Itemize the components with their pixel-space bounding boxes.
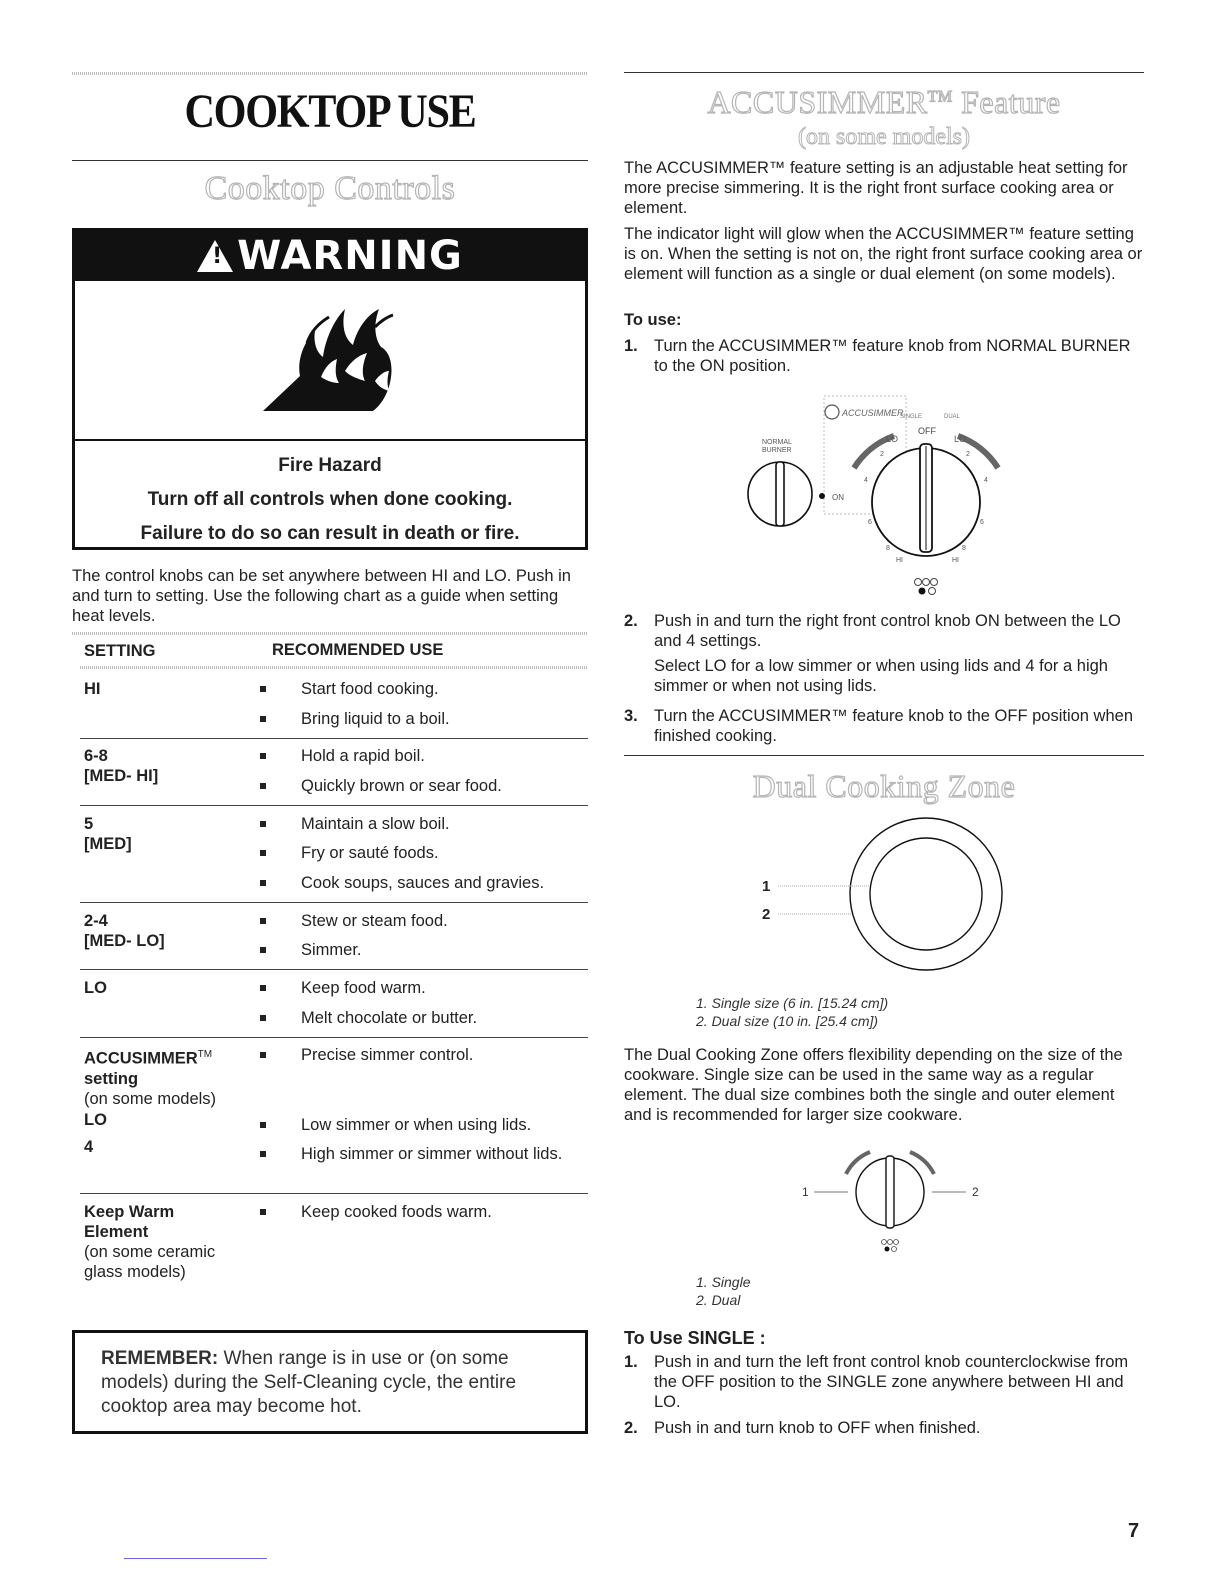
step-number: 2. xyxy=(624,612,638,630)
setting-label-sub: [MED- HI] xyxy=(84,767,159,785)
normal-label: NORMAL xyxy=(762,439,792,446)
step-text: Turn the ACCUSIMMER™ feature knob from NORMAL BURNER to the ON position. xyxy=(654,337,1131,375)
use-item: Cook soups, sauces and gravies. xyxy=(260,873,580,893)
step-text: Turn the ACCUSIMMER™ feature knob to the OFF position when finished cooking. xyxy=(654,707,1134,745)
lo-label-left: LO xyxy=(886,434,899,444)
page-number: 7 xyxy=(1128,1520,1140,1542)
burner-label: BURNER xyxy=(762,447,792,454)
tick-2-right: 2 xyxy=(966,451,970,458)
setting-label: ACCUSIMMER xyxy=(84,1049,198,1068)
use-item: Fry or sauté foods. xyxy=(260,843,580,863)
dual-caption-1: 1. Single size (6 in. [15.24 cm]) xyxy=(696,995,889,1011)
step-2 xyxy=(624,611,1144,651)
tick-8-right: 8 xyxy=(962,545,966,552)
to-use-heading: To use: xyxy=(624,311,682,329)
setting-label: 6-8 xyxy=(84,747,108,765)
step-3 xyxy=(624,706,1144,746)
accusimmer-subheading: (on some models) xyxy=(798,124,970,150)
col-header-use: RECOMMENDED USE xyxy=(272,641,444,659)
step-number: 1. xyxy=(624,1353,638,1371)
use-item: Maintain a slow boil. xyxy=(260,814,580,834)
use-item: Keep food warm. xyxy=(260,978,580,998)
trademark-mark: TM xyxy=(927,88,953,106)
step-number: 3. xyxy=(624,707,638,725)
use-item: Stew or steam food. xyxy=(260,911,580,931)
use-item: Keep cooked foods warm. xyxy=(260,1202,580,1222)
use-item: Precise simmer control. xyxy=(260,1045,580,1065)
step-text: Push in and turn knob to OFF when finished. xyxy=(654,1419,981,1437)
dual-cooking-zone-heading: Dual Cooking Zone xyxy=(752,768,1016,804)
title-rule xyxy=(72,160,588,161)
hi-label-right: HI xyxy=(952,557,959,564)
accusimmer-label: ACCUSIMMER xyxy=(842,408,904,418)
use-item: Start food cooking. xyxy=(260,679,580,699)
row-rule xyxy=(80,1037,588,1038)
tick-4-left: 4 xyxy=(864,477,868,484)
remember-text: When range is in use or (on some models) during the Self-Cleaning cycle, the entire cooktop area may become hot. xyxy=(101,1348,517,1417)
col-header-setting: SETTING xyxy=(84,642,156,660)
tick-6-right: 6 xyxy=(980,519,984,526)
single-label: SINGLE xyxy=(900,414,923,420)
knob2-caption-1: 1. Single xyxy=(696,1274,751,1290)
row-rule xyxy=(80,738,588,739)
setting-label: Keep Warm xyxy=(84,1203,175,1221)
single-step-1 xyxy=(624,1352,1144,1412)
table-top-rule xyxy=(72,632,588,635)
step-2-note xyxy=(624,656,1144,696)
setting-label-sub: setting xyxy=(84,1069,139,1088)
warning-triangle-icon: ! xyxy=(197,240,233,272)
use-item: High simmer or simmer without lids. xyxy=(260,1144,580,1164)
knob2-label-2: 2 xyxy=(972,1185,979,1199)
dual-caption-2: 2. Dual size (10 in. [25.4 cm]) xyxy=(696,1013,879,1029)
warning-line-1: Fire Hazard xyxy=(278,455,382,476)
use-item: Low simmer or when using lids. xyxy=(260,1115,580,1135)
setting-label: 2-4 xyxy=(84,912,108,930)
knob2-label-1: 1 xyxy=(802,1185,809,1199)
tick-8-left: 8 xyxy=(886,545,890,552)
trademark-mark: TM xyxy=(197,1049,213,1060)
to-use-single-heading: To Use SINGLE : xyxy=(624,1328,766,1348)
warning-header xyxy=(75,231,585,281)
setting-lo: LO xyxy=(84,979,107,997)
row-rule xyxy=(80,805,588,806)
top-rule xyxy=(72,72,588,75)
use-item: Hold a rapid boil. xyxy=(260,746,580,766)
step-number: 2. xyxy=(624,1419,638,1437)
hi-label-left: HI xyxy=(896,557,903,564)
setting-5 xyxy=(84,814,132,854)
table-header-rule xyxy=(80,666,588,669)
setting-label-sub: [MED] xyxy=(84,835,132,853)
dual-label-2: 2 xyxy=(762,906,771,923)
dual-label-1: 1 xyxy=(762,878,771,895)
setting-note: (on some ceramic xyxy=(84,1243,216,1261)
accusimmer-heading-text: ACCUSIMMER xyxy=(707,84,928,120)
setting-accusimmer-lo: LO xyxy=(84,1111,107,1129)
controls-intro: The control knobs can be set anywhere between HI and LO. Push in and turn to setting. Use the following chart as a guide when setting heat levels. xyxy=(72,567,571,625)
dual-section-rule xyxy=(624,755,1144,756)
setting-note: glass models) xyxy=(84,1263,186,1281)
step-text: Push in and turn the left front control knob counterclockwise from the OFF position to the SINGLE zone anywhere between HI and LO. xyxy=(654,1353,1129,1411)
footer-line xyxy=(124,1558,267,1559)
knob2-caption-2: 2. Dual xyxy=(696,1292,741,1308)
accusimmer-heading-feature: Feature xyxy=(952,84,1061,120)
use-item: Quickly brown or sear food. xyxy=(260,776,580,796)
remember-label: REMEMBER: xyxy=(101,1348,219,1369)
accusimmer-heading xyxy=(624,84,1144,121)
single-step-2 xyxy=(624,1418,1144,1438)
cooktop-controls-heading: Cooktop Controls xyxy=(204,170,456,207)
accusimmer-knob-diagram xyxy=(724,384,1034,598)
setting-label: 5 xyxy=(84,815,94,833)
warning-box xyxy=(72,228,588,550)
step-1 xyxy=(624,336,1144,376)
setting-label-sub: Element xyxy=(84,1223,149,1241)
step-text: Select LO for a low simmer or when using lids and 4 for a high simmer or when not using lids. xyxy=(654,657,1108,695)
use-item: Melt chocolate or butter. xyxy=(260,1008,580,1028)
fire-icon xyxy=(75,281,585,439)
setting-keep-warm xyxy=(84,1202,215,1282)
setting-accusimmer xyxy=(84,1045,216,1109)
accusimmer-paragraph-2: The indicator light will glow when the ACCUSIMMER™ feature setting is on. When the setting is not on, the right front surface cooking area or element will function as a single or dual element (on some models). xyxy=(624,225,1143,283)
warning-line-3: Failure to do so can result in death or fire. xyxy=(140,523,520,544)
off-label: OFF xyxy=(918,426,936,436)
remember-box xyxy=(72,1330,588,1434)
top-rule xyxy=(624,72,1144,73)
use-item: Bring liquid to a boil. xyxy=(260,709,580,729)
setting-accusimmer-4: 4 xyxy=(84,1138,94,1156)
dual-paragraph: The Dual Cooking Zone offers flexibility depending on the size of the cookware. Single size can be used in the same way as a regular element. The dual size combines both the single and outer element and is recommended for larger size cookware. xyxy=(624,1046,1123,1124)
setting-2-4 xyxy=(84,911,165,951)
step-text: Push in and turn the right front control knob ON between the LO and 4 settings. xyxy=(654,612,1121,650)
on-label: ON xyxy=(832,493,844,502)
step-number: 1. xyxy=(624,337,638,355)
use-item: Simmer. xyxy=(260,940,580,960)
page-title: COOKTOP USE xyxy=(184,85,476,138)
warning-header-text: WARNING xyxy=(237,233,463,279)
tick-2-left: 2 xyxy=(880,451,884,458)
lo-label-right: LO xyxy=(954,434,967,444)
accusimmer-paragraph-1: The ACCUSIMMER™ feature setting is an adjustable heat setting for more precise simmering. It is the right front surface cooking area or element. xyxy=(624,159,1128,217)
tick-4-right: 4 xyxy=(984,477,988,484)
tick-6-left: 6 xyxy=(868,519,872,526)
fire-hazard-picture xyxy=(75,281,585,441)
row-rule xyxy=(80,1193,588,1194)
dual-knob-diagram xyxy=(774,1134,994,1258)
dual-label: DUAL xyxy=(944,414,961,420)
setting-hi: HI xyxy=(84,680,101,698)
warning-line-2: Turn off all controls when done cooking. xyxy=(147,489,513,510)
row-rule xyxy=(80,969,588,970)
setting-label-sub: [MED- LO] xyxy=(84,932,165,950)
row-rule xyxy=(80,902,588,903)
dual-zone-diagram xyxy=(754,810,1014,990)
setting-6-8 xyxy=(84,746,158,786)
setting-note: (on some models) xyxy=(84,1089,217,1108)
